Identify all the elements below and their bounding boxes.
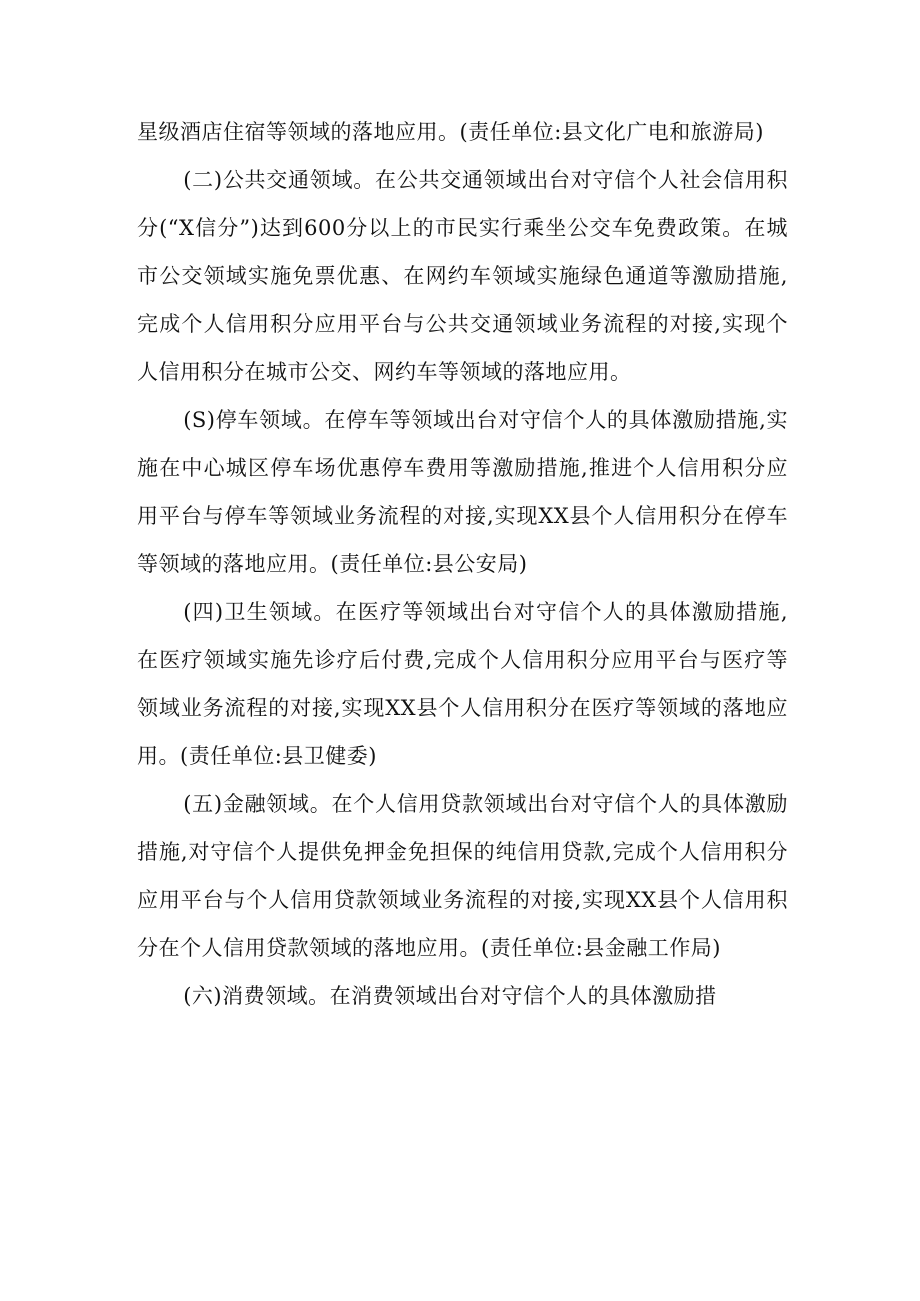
paragraph-finance: (五)金融领域。在个人信用贷款领域出台对守信个人的具体激励措施,对守信个人提供免押金免担保的纯信用贷款,完成个人信用积分应用平台与个人信用贷款领域业务流程的对接,实现XX县个人信用积分在个人信用贷款领域的落地应用。(责任单位:县金融工作局) (137, 792, 788, 960)
document-body (137, 108, 788, 1020)
paragraph-parking: (S)停车领域。在停车等领域出台对守信个人的具体激励措施,实施在中心城区停车场优惠停车费用等激励措施,推进个人信用积分应用平台与停车等领域业务流程的对接,实现XX县个人信用积分在停车等领域的落地应用。(责任单位:县公安局) (137, 408, 788, 576)
paragraph-consumption: (六)消费领域。在消费领域出台对守信个人的具体激励措 (183, 984, 717, 1008)
paragraph-health: (四)卫生领域。在医疗等领域出台对守信个人的具体激励措施,在医疗领域实施先诊疗后付费,完成个人信用积分应用平台与医疗等领域业务流程的对接,实现XX县个人信用积分在医疗等领域的落地应用。(责任单位:县卫健委) (137, 600, 788, 768)
paragraph-public-transport: (二)公共交通领域。在公共交通领域出台对守信个人社会信用积分(“X信分”)达到600分以上的市民实行乘坐公交车免费政策。在城市公交领域实施免票优惠、在网约车领域实施绿色通道等激励措施,完成个人信用积分应用平台与公共交通领域业务流程的对接,实现个人信用积分在城市公交、网约车等领域的落地应用。 (137, 168, 788, 384)
paragraph-continuation: 星级酒店住宿等领域的落地应用。(责任单位:县文化广电和旅游局) (137, 120, 764, 144)
